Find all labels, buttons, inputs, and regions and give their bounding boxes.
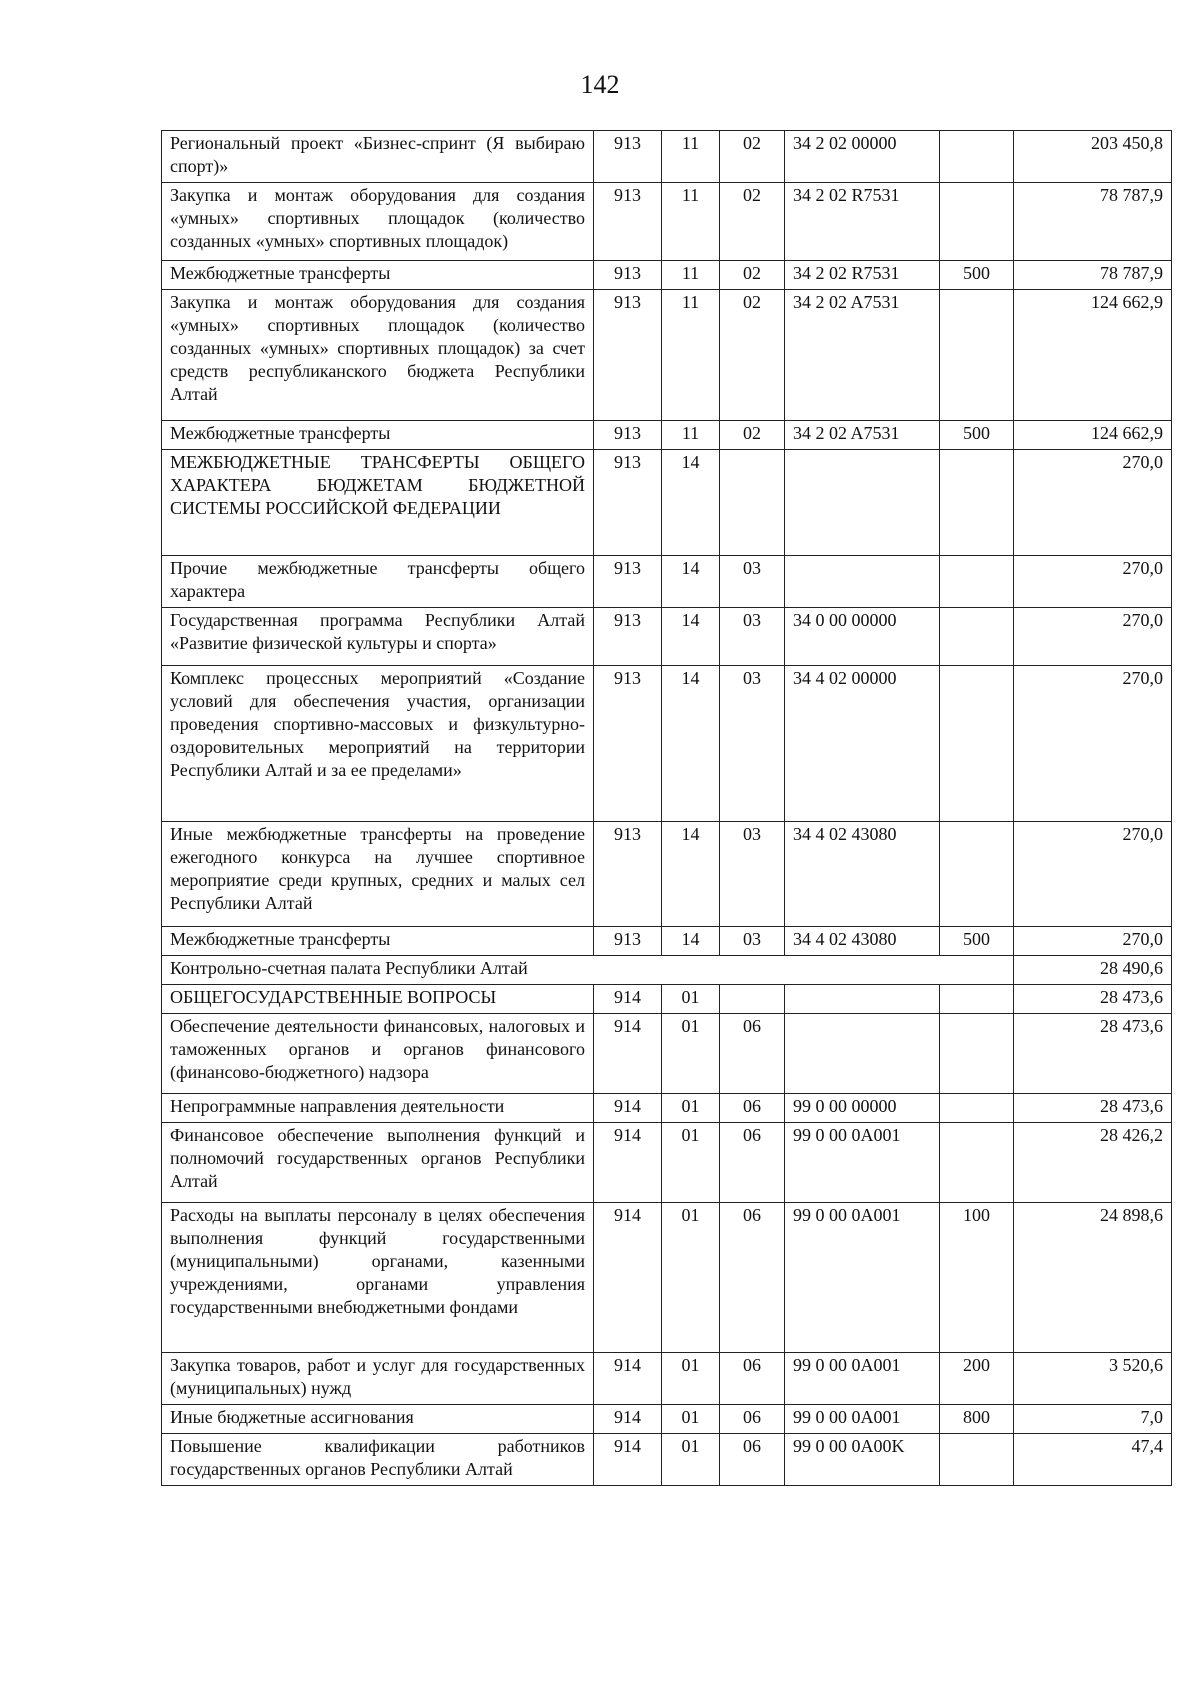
row-subsection: 03 bbox=[720, 608, 785, 666]
row-target: 34 2 02 A7531 bbox=[785, 421, 940, 450]
row-target: 34 4 02 43080 bbox=[785, 927, 940, 956]
row-section: 14 bbox=[662, 822, 720, 927]
table-row bbox=[162, 1094, 1172, 1123]
row-amount: 78 787,9 bbox=[1014, 261, 1172, 290]
row-subsection: 06 bbox=[720, 1434, 785, 1486]
row-target bbox=[785, 450, 940, 556]
row-subsection: 02 bbox=[720, 290, 785, 421]
row-name: Межбюджетные трансферты bbox=[162, 261, 594, 290]
row-name: Комплекс процессных мероприятий «Создание условий для обеспечения участия, организации проведения спортивно-массовых и физкультурно-оздоровительных мероприятий на территории Республики Алтай и за ее пределами» bbox=[162, 666, 594, 822]
row-section: 01 bbox=[662, 1203, 720, 1353]
row-name: Прочие межбюджетные трансферты общего характера bbox=[162, 556, 594, 608]
row-ministry: 913 bbox=[594, 131, 662, 183]
row-subsection: 03 bbox=[720, 822, 785, 927]
row-section: 14 bbox=[662, 556, 720, 608]
table-row bbox=[162, 985, 1172, 1014]
row-subsection: 02 bbox=[720, 183, 785, 261]
row-target: 99 0 00 0A001 bbox=[785, 1123, 940, 1203]
row-name: Иные бюджетные ассигнования bbox=[162, 1405, 594, 1434]
row-subsection: 06 bbox=[720, 1014, 785, 1094]
row-target: 34 2 02 A7531 bbox=[785, 290, 940, 421]
row-subsection: 06 bbox=[720, 1353, 785, 1405]
row-amount: 124 662,9 bbox=[1014, 290, 1172, 421]
row-amount: 28 473,6 bbox=[1014, 985, 1172, 1014]
row-expense-type bbox=[940, 608, 1014, 666]
table-row bbox=[162, 1405, 1172, 1434]
row-ministry: 913 bbox=[594, 556, 662, 608]
row-expense-type bbox=[940, 985, 1014, 1014]
table-row bbox=[162, 927, 1172, 956]
row-expense-type bbox=[940, 1434, 1014, 1486]
row-ministry: 913 bbox=[594, 666, 662, 822]
table-row bbox=[162, 1434, 1172, 1486]
row-amount: 24 898,6 bbox=[1014, 1203, 1172, 1353]
table-row bbox=[162, 290, 1172, 421]
row-subsection bbox=[720, 450, 785, 556]
table-row bbox=[162, 1123, 1172, 1203]
row-expense-type: 500 bbox=[940, 927, 1014, 956]
row-section: 01 bbox=[662, 1405, 720, 1434]
row-expense-type bbox=[940, 131, 1014, 183]
row-expense-type bbox=[940, 666, 1014, 822]
row-name: Закупка и монтаж оборудования для создания «умных» спортивных площадок (количество созданных «умных» спортивных площадок) за счет средств республиканского бюджета Республики Алтай bbox=[162, 290, 594, 421]
row-amount: 78 787,9 bbox=[1014, 183, 1172, 261]
row-section: 01 bbox=[662, 1123, 720, 1203]
row-target: 34 4 02 00000 bbox=[785, 666, 940, 822]
row-ministry: 914 bbox=[594, 1405, 662, 1434]
row-name: Обеспечение деятельности финансовых, налоговых и таможенных органов и органов финансового (финансово-бюджетного) надзора bbox=[162, 1014, 594, 1094]
row-subsection: 03 bbox=[720, 927, 785, 956]
row-expense-type bbox=[940, 1123, 1014, 1203]
row-ministry: 914 bbox=[594, 1014, 662, 1094]
row-name: Непрограммные направления деятельности bbox=[162, 1094, 594, 1123]
row-section: 01 bbox=[662, 1094, 720, 1123]
row-section: 14 bbox=[662, 666, 720, 822]
row-amount: 270,0 bbox=[1014, 450, 1172, 556]
row-section: 14 bbox=[662, 450, 720, 556]
table-row bbox=[162, 261, 1172, 290]
row-amount: 270,0 bbox=[1014, 608, 1172, 666]
row-ministry: 913 bbox=[594, 421, 662, 450]
row-amount: 28 490,6 bbox=[1014, 956, 1172, 985]
row-subsection: 06 bbox=[720, 1405, 785, 1434]
row-amount: 270,0 bbox=[1014, 927, 1172, 956]
row-amount: 270,0 bbox=[1014, 666, 1172, 822]
table-body bbox=[162, 131, 1172, 1486]
row-expense-type bbox=[940, 450, 1014, 556]
row-expense-type bbox=[940, 1014, 1014, 1094]
row-ministry: 913 bbox=[594, 261, 662, 290]
row-ministry: 913 bbox=[594, 183, 662, 261]
row-section: 11 bbox=[662, 183, 720, 261]
row-expense-type: 500 bbox=[940, 261, 1014, 290]
table-row bbox=[162, 956, 1172, 985]
row-section: 01 bbox=[662, 1014, 720, 1094]
row-target: 34 0 00 00000 bbox=[785, 608, 940, 666]
row-name: Иные межбюджетные трансферты на проведение ежегодного конкурса на лучшее спортивное мероприятие среди крупных, средних и малых сел Республики Алтай bbox=[162, 822, 594, 927]
table-row bbox=[162, 556, 1172, 608]
row-target: 99 0 00 0A00K bbox=[785, 1434, 940, 1486]
row-expense-type bbox=[940, 183, 1014, 261]
row-name: Региональный проект «Бизнес-спринт (Я выбираю спорт)» bbox=[162, 131, 594, 183]
row-expense-type bbox=[940, 1094, 1014, 1123]
row-amount: 7,0 bbox=[1014, 1405, 1172, 1434]
row-expense-type: 100 bbox=[940, 1203, 1014, 1353]
page-number: 142 bbox=[580, 70, 620, 99]
row-subsection: 02 bbox=[720, 261, 785, 290]
table-row bbox=[162, 1014, 1172, 1094]
row-ministry: 914 bbox=[594, 1353, 662, 1405]
row-amount: 270,0 bbox=[1014, 822, 1172, 927]
row-name: Межбюджетные трансферты bbox=[162, 927, 594, 956]
table-row bbox=[162, 131, 1172, 183]
row-name: Расходы на выплаты персоналу в целях обеспечения выполнения функций государственными (муниципальными) органами, казенными учреждениями, органами управления государственными внебюджетными фондами bbox=[162, 1203, 594, 1353]
row-target: 99 0 00 00000 bbox=[785, 1094, 940, 1123]
row-name: ОБЩЕГОСУДАРСТВЕННЫЕ ВОПРОСЫ bbox=[162, 985, 594, 1014]
row-ministry: 914 bbox=[594, 1123, 662, 1203]
row-subsection: 06 bbox=[720, 1094, 785, 1123]
row-target: 34 2 02 R7531 bbox=[785, 183, 940, 261]
row-target: 99 0 00 0A001 bbox=[785, 1405, 940, 1434]
row-subsection: 02 bbox=[720, 131, 785, 183]
table-row bbox=[162, 822, 1172, 927]
row-expense-type: 800 bbox=[940, 1405, 1014, 1434]
row-target: 34 2 02 00000 bbox=[785, 131, 940, 183]
row-ministry: 914 bbox=[594, 1094, 662, 1123]
row-section: 01 bbox=[662, 1353, 720, 1405]
table-row bbox=[162, 1203, 1172, 1353]
table-row bbox=[162, 183, 1172, 261]
row-subsection: 03 bbox=[720, 666, 785, 822]
row-section: 11 bbox=[662, 131, 720, 183]
row-name: Повышение квалификации работников государственных органов Республики Алтай bbox=[162, 1434, 594, 1486]
row-target bbox=[785, 1014, 940, 1094]
table-row bbox=[162, 421, 1172, 450]
row-amount: 203 450,8 bbox=[1014, 131, 1172, 183]
row-amount: 47,4 bbox=[1014, 1434, 1172, 1486]
row-name: Закупка товаров, работ и услуг для государственных (муниципальных) нужд bbox=[162, 1353, 594, 1405]
row-section: 01 bbox=[662, 1434, 720, 1486]
row-target: 34 2 02 R7531 bbox=[785, 261, 940, 290]
row-expense-type bbox=[940, 556, 1014, 608]
row-expense-type bbox=[940, 822, 1014, 927]
row-amount: 124 662,9 bbox=[1014, 421, 1172, 450]
row-subsection bbox=[720, 985, 785, 1014]
row-section: 14 bbox=[662, 608, 720, 666]
row-name: МЕЖБЮДЖЕТНЫЕ ТРАНСФЕРТЫ ОБЩЕГО ХАРАКТЕРА БЮДЖЕТАМ БЮДЖЕТНОЙ СИСТЕМЫ РОССИЙСКОЙ ФЕДЕРАЦИИ bbox=[162, 450, 594, 556]
row-subsection: 06 bbox=[720, 1203, 785, 1353]
row-name: Межбюджетные трансферты bbox=[162, 421, 594, 450]
row-expense-type: 200 bbox=[940, 1353, 1014, 1405]
table-row bbox=[162, 666, 1172, 822]
table-row bbox=[162, 1353, 1172, 1405]
row-amount: 28 426,2 bbox=[1014, 1123, 1172, 1203]
row-ministry: 914 bbox=[594, 1434, 662, 1486]
row-name: Финансовое обеспечение выполнения функций и полномочий государственных органов Республики Алтай bbox=[162, 1123, 594, 1203]
table-row bbox=[162, 608, 1172, 666]
row-section: 11 bbox=[662, 261, 720, 290]
row-target: 34 4 02 43080 bbox=[785, 822, 940, 927]
row-name: Контрольно-счетная палата Республики Алтай bbox=[162, 956, 1014, 985]
row-subsection: 02 bbox=[720, 421, 785, 450]
row-ministry: 913 bbox=[594, 450, 662, 556]
row-section: 14 bbox=[662, 927, 720, 956]
row-amount: 28 473,6 bbox=[1014, 1014, 1172, 1094]
row-ministry: 913 bbox=[594, 927, 662, 956]
row-amount: 28 473,6 bbox=[1014, 1094, 1172, 1123]
row-target bbox=[785, 985, 940, 1014]
row-name: Закупка и монтаж оборудования для создания «умных» спортивных площадок (количество созданных «умных» спортивных площадок) bbox=[162, 183, 594, 261]
row-subsection: 03 bbox=[720, 556, 785, 608]
budget-table bbox=[161, 130, 1172, 1486]
row-ministry: 913 bbox=[594, 822, 662, 927]
row-ministry: 913 bbox=[594, 290, 662, 421]
row-name: Государственная программа Республики Алтай «Развитие физической культуры и спорта» bbox=[162, 608, 594, 666]
row-target: 99 0 00 0A001 bbox=[785, 1203, 940, 1353]
row-section: 11 bbox=[662, 290, 720, 421]
row-expense-type: 500 bbox=[940, 421, 1014, 450]
row-ministry: 913 bbox=[594, 608, 662, 666]
row-target bbox=[785, 556, 940, 608]
row-subsection: 06 bbox=[720, 1123, 785, 1203]
row-amount: 270,0 bbox=[1014, 556, 1172, 608]
row-ministry: 914 bbox=[594, 985, 662, 1014]
row-target: 99 0 00 0A001 bbox=[785, 1353, 940, 1405]
row-expense-type bbox=[940, 290, 1014, 421]
table-row bbox=[162, 450, 1172, 556]
row-amount: 3 520,6 bbox=[1014, 1353, 1172, 1405]
row-section: 01 bbox=[662, 985, 720, 1014]
row-ministry: 914 bbox=[594, 1203, 662, 1353]
row-section: 11 bbox=[662, 421, 720, 450]
